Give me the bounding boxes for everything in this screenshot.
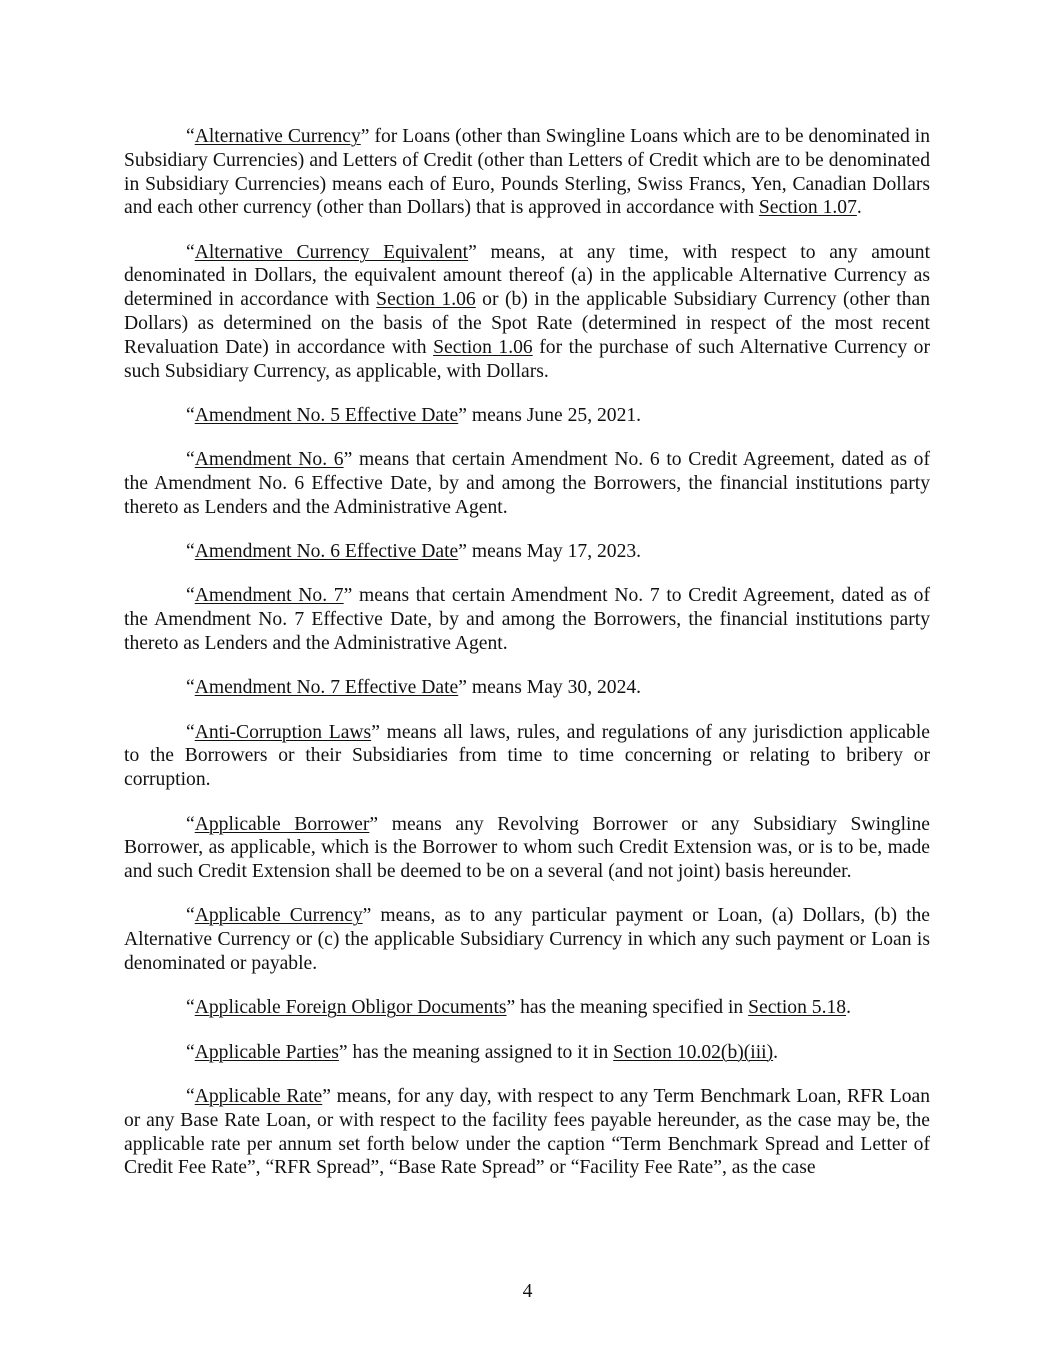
definition-text: has the meaning assigned to it in	[347, 1041, 614, 1063]
definition-anti-corruption-laws: “Anti-Corruption Laws” means all laws, rules, and regulations of any jurisdiction applicable to the Borrowers or their Subsidiaries from time to time concerning or relating to bribery or corruption.	[124, 721, 930, 791]
definition-amendment-6: “Amendment No. 6” means that certain Amendment No. 6 to Credit Agreement, dated as of the Amendment No. 6 Effective Date, by and among the Borrowers, the financial institutions party thereto as Lenders and the Administrative Agent.	[124, 449, 930, 518]
section-reference[interactable]: Section 10.02(b)(iii)	[613, 1041, 774, 1063]
definition-text: .	[856, 197, 862, 219]
definition-text: means May 17, 2023.	[466, 541, 642, 563]
defined-term: Amendment No. 7	[194, 585, 344, 607]
definition-text: .	[773, 1041, 779, 1063]
definition-text: or (b) in the applicable Subsidiary Currency (other than Dollars) as determined on the basis of the Spot Rate (determined in respect of the most recent Revaluation Date) in accordance with	[124, 289, 930, 358]
definition-text: means, as to any particular payment or Loan, (a) Dollars, (b) the Alternative Currency or (c) the applicable Subsidiary Currency in which any such payment or Loan is denominated or payable.	[124, 905, 931, 975]
defined-term: Applicable Foreign Obligor Documents	[194, 997, 507, 1019]
definition-applicable-parties: “Applicable Parties” has the meaning assigned to it in Section 10.02(b)(iii).	[186, 1041, 779, 1063]
defined-term: Amendment No. 5 Effective Date	[194, 404, 459, 426]
defined-term: Applicable Rate	[194, 1085, 323, 1107]
defined-term: Applicable Currency	[194, 905, 363, 927]
section-reference[interactable]: Section 1.06	[433, 336, 533, 358]
defined-term: Amendment No. 6 Effective Date	[194, 541, 459, 563]
defined-term: Amendment No. 6	[194, 449, 344, 471]
definition-text: for the purchase of such Alternative Currency or such Subsidiary Currency, as applicable, with Dollars.	[124, 336, 930, 382]
defined-term: Alternative Currency Equivalent	[194, 241, 469, 263]
section-reference[interactable]: Section 1.06	[376, 289, 476, 311]
defined-term: Amendment No. 7 Effective Date	[194, 677, 459, 699]
definition-text: .	[846, 997, 851, 1019]
definition-alternative-currency: “Alternative Currency” for Loans (other than Swingline Loans which are to be denominated in Subsidiary Currencies) and Letters of Credit (other than Letters of Credit which are to be denominated in Subsidiary Currencies) means each of Euro, Pounds Sterling, Swiss Francs, Yen, Canadian Dollars and each other currency (other than Dollars) that is approved in accordance with Section 1.07.	[124, 126, 930, 219]
definition-text: means that certain Amendment No. 7 to Credit Agreement, dated as of the Amendment No. 7 Effective Date, by and among the Borrowers, the financial institutions party thereto as Lenders and the Administrative Agent.	[124, 585, 930, 655]
definition-applicable-rate: “Applicable Rate” means, for any day, with respect to any Term Benchmark Loan, RFR Loan or any Base Rate Loan, or with respect to the facility fees payable hereunder, as the case may be, the applicable rate per annum set forth below under the caption “Term Benchmark Spread and Letter of Credit Fee Rate”, “RFR Spread”, “Base Rate Spread” or “Facility Fee Rate”, as the case	[124, 1085, 930, 1179]
page-number: 4	[522, 1281, 533, 1302]
definition-text: means May 30, 2024.	[466, 677, 642, 699]
definition-amendment-7-effective-date: “Amendment No. 7 Effective Date” means May 30, 2024.	[186, 677, 642, 699]
definition-amendment-7: “Amendment No. 7” means that certain Amendment No. 7 to Credit Agreement, dated as of the Amendment No. 7 Effective Date, by and among the Borrowers, the financial institutions party thereto as Lenders and the Administrative Agent.	[124, 585, 930, 655]
defined-term: Applicable Parties	[194, 1041, 339, 1063]
definition-text: means June 25, 2021.	[466, 404, 642, 426]
defined-term: Applicable Borrower	[194, 813, 370, 835]
definition-text: means, for any day, with respect to any Term Benchmark Loan, RFR Loan or any Base Rate Loan, or with respect to the facility fees payable hereunder, as the case may be, the applicable rate per annum set forth below under the caption “Term Benchmark Spread and Letter of Credit Fee Rate”, “RFR Spread”, “Base Rate Spread” or “Facility Fee Rate”, as the case	[124, 1085, 930, 1179]
definition-text: means, at any time, with respect to any amount denominated in Dollars, the equivalent amount thereof (a) in the applicable Alternative Currency as determined in accordance with	[124, 241, 931, 311]
defined-term: Alternative Currency	[194, 126, 361, 147]
section-reference[interactable]: Section 5.18	[748, 997, 847, 1019]
definition-applicable-borrower: “Applicable Borrower” means any Revolving Borrower or any Subsidiary Swingline Borrower, as applicable, which is the Borrower to whom such Credit Extension was, or is to be, made and such Credit Extension shall be deemed to be on a several (and not joint) basis hereunder.	[124, 813, 930, 883]
definition-amendment-6-effective-date: “Amendment No. 6 Effective Date” means May 17, 2023.	[186, 541, 642, 563]
definition-applicable-currency: “Applicable Currency” means, as to any particular payment or Loan, (a) Dollars, (b) the Alternative Currency or (c) the applicable Subsidiary Currency in which any such payment or Loan is denominated or payable.	[124, 905, 931, 975]
defined-term: Anti-Corruption Laws	[194, 721, 372, 743]
definition-text: means that certain Amendment No. 6 to Credit Agreement, dated as of the Amendment No. 6 Effective Date, by and among the Borrowers, the financial institutions party thereto as Lenders and the Administrative Agent.	[124, 449, 930, 518]
definitions-section	[124, 125, 930, 1201]
definition-alternative-currency-equivalent: “Alternative Currency Equivalent” means, at any time, with respect to any amount denominated in Dollars, the equivalent amount thereof (a) in the applicable Alternative Currency as determined in accordance with Section 1.06 or (b) in the applicable Subsidiary Currency (other than Dollars) as determined on the basis of the Spot Rate (determined in respect of the most recent Revaluation Date) in accordance with Section 1.06 for the purchase of such Alternative Currency or such Subsidiary Currency, as applicable, with Dollars.	[124, 241, 931, 382]
section-reference[interactable]: Section 1.07	[758, 197, 857, 219]
definition-text: for Loans (other than Swingline Loans which are to be denominated in Subsidiary Currencies) and Letters of Credit (other than Letters of Credit which are to be denominated in Subsidiary Currencies) means each of Euro, Pounds Sterling, Swiss Francs, Yen, Canadian Dollars and each other currency (other than Dollars) that is approved in accordance with	[124, 126, 930, 219]
definition-applicable-foreign-obligor-documents: “Applicable Foreign Obligor Documents” has the meaning specified in Section 5.18.	[186, 997, 851, 1019]
definition-text: means any Revolving Borrower or any Subsidiary Swingline Borrower, as applicable, which is the Borrower to whom such Credit Extension was, or is to be, made and such Credit Extension shall be deemed to be on a several (and not joint) basis hereunder.	[124, 813, 930, 883]
definition-amendment-5-effective-date: “Amendment No. 5 Effective Date” means June 25, 2021.	[186, 404, 642, 426]
definition-text: has the meaning specified in	[515, 997, 749, 1019]
definition-text: means all laws, rules, and regulations of any jurisdiction applicable to the Borrowers or their Subsidiaries from time to time concerning or relating to bribery or corruption.	[124, 721, 930, 791]
